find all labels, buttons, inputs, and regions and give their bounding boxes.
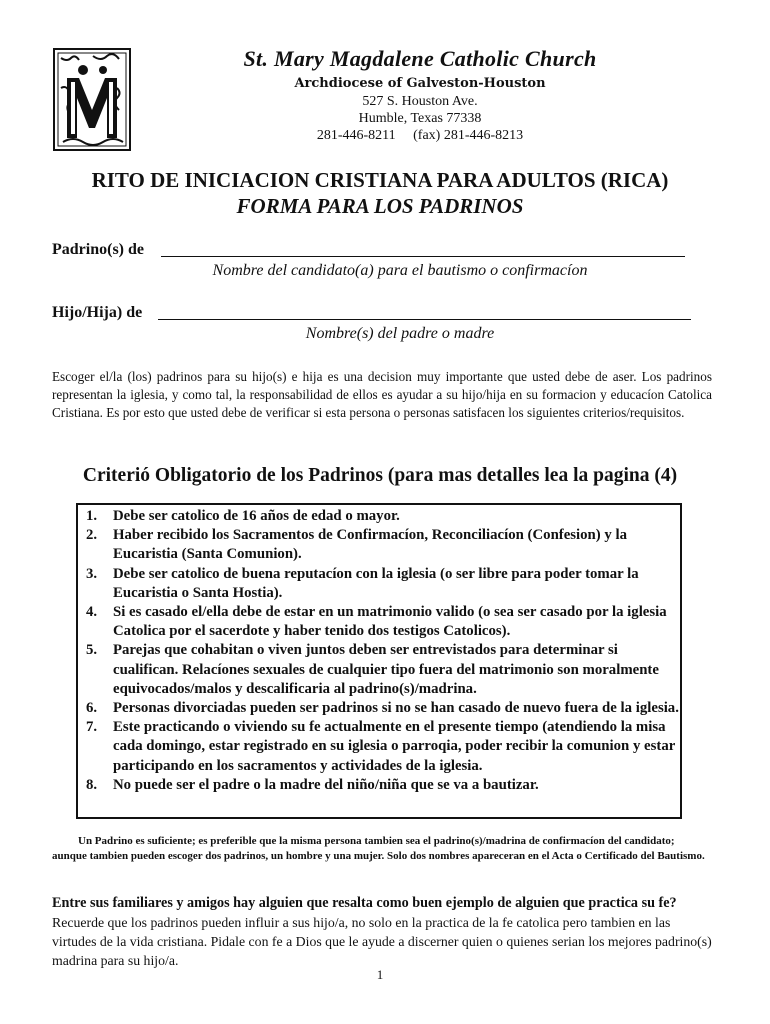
archdiocese: Archdiocese of Galveston-Houston	[294, 76, 546, 91]
list-item	[86, 776, 680, 795]
closing-question: Entre sus familiares y amigos hay alguien que resalta como buen ejemplo de alguien que practica su fe?	[52, 895, 677, 911]
requirements-list	[86, 507, 680, 795]
item-number: 1.	[86, 508, 98, 524]
church-name: St. Mary Magdalene Catholic Church	[243, 46, 597, 71]
closing-text: Recuerde que los padrinos pueden influir a sus hijo/a, no solo en la practica de la fe catolica pero tambien en las virtudes de la vida cristiana. Pidale con fe a Dios que le ayude a discerner quien o quienes serian los mejores padrino(s) madrina para su hijo/a.	[52, 915, 712, 968]
street-address: 527 S. Houston Ave.	[362, 94, 478, 109]
list-item	[86, 603, 680, 641]
form-title: RITO DE INICIACION CRISTIANA PARA ADULTOS (RICA)	[91, 168, 669, 192]
list-item	[86, 699, 680, 718]
item-text: No puede ser el padre o la madre del niño/niña que se va a bautizar.	[113, 776, 539, 793]
item-number: 3.	[86, 565, 98, 582]
city-state-zip: Humble, Texas 77338	[358, 111, 482, 126]
hijo-label: Hijo/Hija) de	[52, 304, 143, 321]
list-item	[86, 565, 680, 603]
item-text: Si es casado el/ella debe de estar en un matrimonio valido (o sea ser casado por la iglesia Catolica por el sacerdote y haber tenido dos testigos Catolicos).	[113, 604, 667, 640]
page-number: 1	[376, 967, 384, 982]
parent-name-line[interactable]	[158, 319, 691, 320]
item-number: 7.	[86, 719, 98, 736]
list-item	[86, 641, 680, 699]
padrino-note: Un Padrino es suficiente; es preferible que la misma persona tambien sea el padrino(s)/madrina de confirmacíon del candidato; aunque tambien pueden escoger dos padrinos, un hombre y una mujer. Solo dos nombres apareceran en el Acta o Certificado del Bautismo.	[52, 835, 705, 862]
padrino-label: Padrino(s) de	[52, 241, 144, 258]
list-item	[86, 526, 680, 564]
parent-caption: Nombre(s) del padre o madre	[305, 325, 495, 342]
list-item	[86, 718, 680, 776]
item-number: 5.	[86, 642, 98, 659]
phone-fax: 281-446-8211 (fax) 281-446-8213	[316, 128, 524, 143]
requirements-title: Criterió Obligatorio de los Padrinos (para mas detalles lea la pagina (4)	[82, 465, 678, 486]
item-number: 8.	[86, 776, 98, 793]
item-text: Parejas que cohabitan o viven juntos deben ser entrevistados para determinar si cualifican. Relacíones sexuales de cualquier tipo fuera del matrimonio son moralmente equivocados/malos y descalificaria al padrino(s)/madrina.	[113, 642, 659, 697]
closing-paragraph	[52, 893, 712, 970]
padrino-name-line[interactable]	[161, 256, 685, 257]
item-number: 4.	[86, 604, 98, 621]
item-number: 2.	[86, 527, 98, 544]
item-text: Personas divorciadas pueden ser padrinos si no se han casado de nuevo fuera de la iglesia.	[113, 700, 679, 717]
item-text: Este practicando o viviendo su fe actualmente en el presente tiempo (atendiendo la misa cada domingo, estar registrado en su iglesia o parroqia, poder recibir la comunion y estar participando en los sacramentos y actividades de la iglesia.	[113, 719, 676, 774]
item-number: 6.	[86, 700, 98, 717]
church-logo-icon	[53, 48, 131, 151]
list-item	[86, 507, 680, 526]
item-text: Debe ser catolico de buena reputacíon con la iglesia (o ser libre para poder tomar la Eucaristia o Santa Hostia).	[113, 565, 639, 601]
item-text: Haber recibido los Sacramentos de Confirmacíon, Reconciliacíon (Confesion) y la Eucaristia (Santa Comunion).	[113, 527, 628, 563]
item-text: Debe ser catolico de 16 años de edad o mayor.	[113, 508, 400, 524]
form-subtitle: FORMA PARA LOS PADRINOS	[236, 194, 524, 218]
intro-paragraph: Escoger el/la (los) padrinos para su hijo(s) e hija es una decision muy importante que usted debe de aser. Los padrinos representan la iglesia, y como tal, la responsabilidad de ellos es ayudar a su hijo/hija en su formacion y educacíon Catolica Cristiana. Es por esto que usted debe de verificar si esta persona o personas satisfacen los siguientes criterios/requisitos.	[52, 369, 712, 420]
padrino-caption: Nombre del candidato(a) para el bautismo o confirmacíon	[212, 262, 588, 279]
